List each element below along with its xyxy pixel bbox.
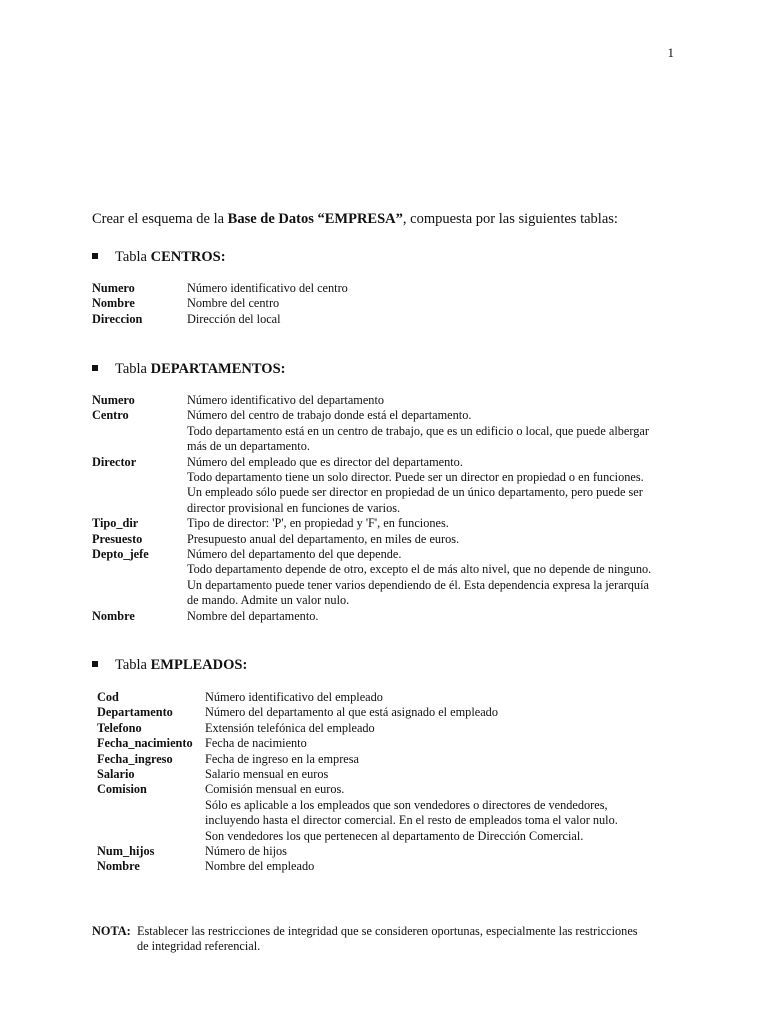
field-description-line: Presupuesto anual del departamento, en miles de euros. xyxy=(187,531,460,546)
field-description-line: Fecha de ingreso en la empresa xyxy=(205,751,359,766)
field-description-line: Salario mensual en euros xyxy=(205,767,329,782)
field-row xyxy=(97,721,618,736)
field-description xyxy=(205,721,375,736)
field-description xyxy=(205,705,498,720)
field-name: Salario xyxy=(97,767,135,782)
field-name: Departamento xyxy=(97,705,173,720)
section-title: EMPLEADOS: xyxy=(150,657,248,673)
section-prefix: Tabla xyxy=(115,361,151,377)
field-description-line: Nombre del departamento. xyxy=(187,608,319,623)
field-name: Nombre xyxy=(92,296,135,311)
field-row xyxy=(97,767,618,782)
field-name: Nombre xyxy=(92,608,135,623)
field-name: Fecha_nacimiento xyxy=(97,736,193,751)
field-row xyxy=(92,408,651,454)
field-description xyxy=(187,516,449,531)
field-name: Presuesto xyxy=(92,531,143,546)
empleados-field-list xyxy=(97,690,618,875)
field-description-line: Número de hijos xyxy=(205,844,287,859)
field-description xyxy=(187,532,459,547)
section-heading-departamentos xyxy=(92,361,285,378)
field-description-line: más de un departamento. xyxy=(187,439,310,454)
field-row xyxy=(97,690,618,705)
field-row xyxy=(92,393,651,408)
field-name: Direccion xyxy=(92,311,143,326)
field-description-line: de mando. Admite un valor nulo. xyxy=(187,593,350,608)
field-description-line: Todo departamento está en un centro de trabajo, que es un edificio o local, que puede albergar xyxy=(187,423,649,438)
field-row xyxy=(92,516,651,531)
field-name: Numero xyxy=(92,281,135,295)
field-row xyxy=(97,782,618,844)
field-description-line: Número identificativo del centro xyxy=(187,281,348,295)
field-description xyxy=(205,859,314,874)
field-description-line: Tipo de director: 'P', en propiedad y 'F', en funciones. xyxy=(187,516,449,531)
field-description-line: Fecha de nacimiento xyxy=(205,736,307,751)
intro-text-after: , compuesta por las siguientes tablas: xyxy=(402,211,618,227)
field-description-line: Número identificativo del empleado xyxy=(205,690,383,704)
field-name: Cod xyxy=(97,690,119,704)
field-row xyxy=(97,736,618,751)
field-description xyxy=(187,393,384,408)
field-description-line: Extensión telefónica del empleado xyxy=(205,720,375,735)
field-description xyxy=(205,690,383,705)
field-name: Numero xyxy=(92,393,135,407)
section-title: CENTROS: xyxy=(150,249,226,265)
field-row xyxy=(92,296,348,311)
field-name: Tipo_dir xyxy=(92,516,139,531)
field-description-line: Número del empleado que es director del departamento. xyxy=(187,454,463,469)
section-prefix: Tabla xyxy=(115,657,151,673)
field-description-line: Nombre del centro xyxy=(187,296,280,311)
field-row xyxy=(97,752,618,767)
field-description xyxy=(205,844,287,859)
field-description-line: Son vendedores los que pertenecen al departamento de Dirección Comercial. xyxy=(205,828,584,843)
field-name: Centro xyxy=(92,408,129,423)
field-description xyxy=(205,736,307,751)
field-name: Depto_jefe xyxy=(92,547,149,562)
field-row xyxy=(92,455,651,517)
field-name: Num_hijos xyxy=(97,844,155,859)
field-description xyxy=(205,782,618,844)
field-row xyxy=(92,609,651,624)
field-description xyxy=(187,455,644,517)
field-row xyxy=(92,281,348,296)
field-description xyxy=(187,281,348,296)
section-heading-centros xyxy=(92,249,226,266)
field-description xyxy=(187,408,649,454)
field-description-line: Número identificativo del departamento xyxy=(187,393,385,407)
bullet-icon xyxy=(92,661,98,667)
field-description-line: Número del departamento del que depende. xyxy=(187,547,402,562)
section-heading-empleados xyxy=(92,657,247,674)
section-title: DEPARTAMENTOS: xyxy=(150,361,286,377)
field-description-line: director provisional en funciones de varios. xyxy=(187,500,401,515)
field-description xyxy=(187,312,281,327)
field-description-line: Un empleado sólo puede ser director en propiedad de un único departamento, pero puede ser xyxy=(187,485,643,500)
field-row xyxy=(97,705,618,720)
field-name: Telefono xyxy=(97,720,142,735)
field-row xyxy=(92,312,348,327)
intro-database-name: Base de Datos “EMPRESA” xyxy=(227,211,403,227)
field-description xyxy=(187,296,279,311)
field-description xyxy=(205,752,359,767)
section-prefix: Tabla xyxy=(115,249,151,265)
field-row xyxy=(97,844,618,859)
field-description-line: Todo departamento tiene un solo director. Puede ser un director en propiedad o en funciones. xyxy=(187,470,644,485)
field-row xyxy=(92,547,651,609)
centros-field-list xyxy=(92,281,348,327)
intro-text-before: Crear el esquema de la xyxy=(92,211,228,227)
page-number: 1 xyxy=(667,45,674,60)
intro-paragraph xyxy=(92,211,618,228)
field-description-line: Sólo es aplicable a los empleados que son vendedores o directores de vendedores, xyxy=(205,797,608,812)
field-description-line: Todo departamento depende de otro, excepto el de más alto nivel, que no depende de ninguno. xyxy=(187,562,652,577)
bullet-icon xyxy=(92,253,98,259)
note-line-2: de integridad referencial. xyxy=(137,939,261,954)
field-row xyxy=(97,859,618,874)
bullet-icon xyxy=(92,365,98,371)
field-name: Fecha_ingreso xyxy=(97,751,173,766)
field-description-line: Número del departamento al que está asignado el empleado xyxy=(205,705,498,720)
field-description-line: Un departamento puede tener varios dependiendo de él. Esta dependencia expresa la jerarquía xyxy=(187,577,649,592)
note-line-1: Establecer las restricciones de integridad que se consideren oportunas, especialmente las restricciones xyxy=(137,924,638,938)
field-description-line: Nombre del empleado xyxy=(205,859,315,874)
field-description-line: Número del centro de trabajo donde está el departamento. xyxy=(187,408,472,423)
field-name: Nombre xyxy=(97,859,140,874)
field-description xyxy=(205,767,328,782)
note xyxy=(92,924,638,955)
field-name: Comision xyxy=(97,782,147,797)
field-description xyxy=(187,547,651,609)
field-description-line: Comisión mensual en euros. xyxy=(205,782,345,797)
field-description-line: incluyendo hasta el director comercial. En el resto de empleados toma el valor nulo. xyxy=(205,813,618,828)
field-row xyxy=(92,532,651,547)
field-description xyxy=(187,609,318,624)
departamentos-field-list xyxy=(92,393,651,624)
note-label: NOTA: xyxy=(92,924,131,938)
field-name: Director xyxy=(92,454,137,469)
field-description-line: Dirección del local xyxy=(187,311,281,326)
